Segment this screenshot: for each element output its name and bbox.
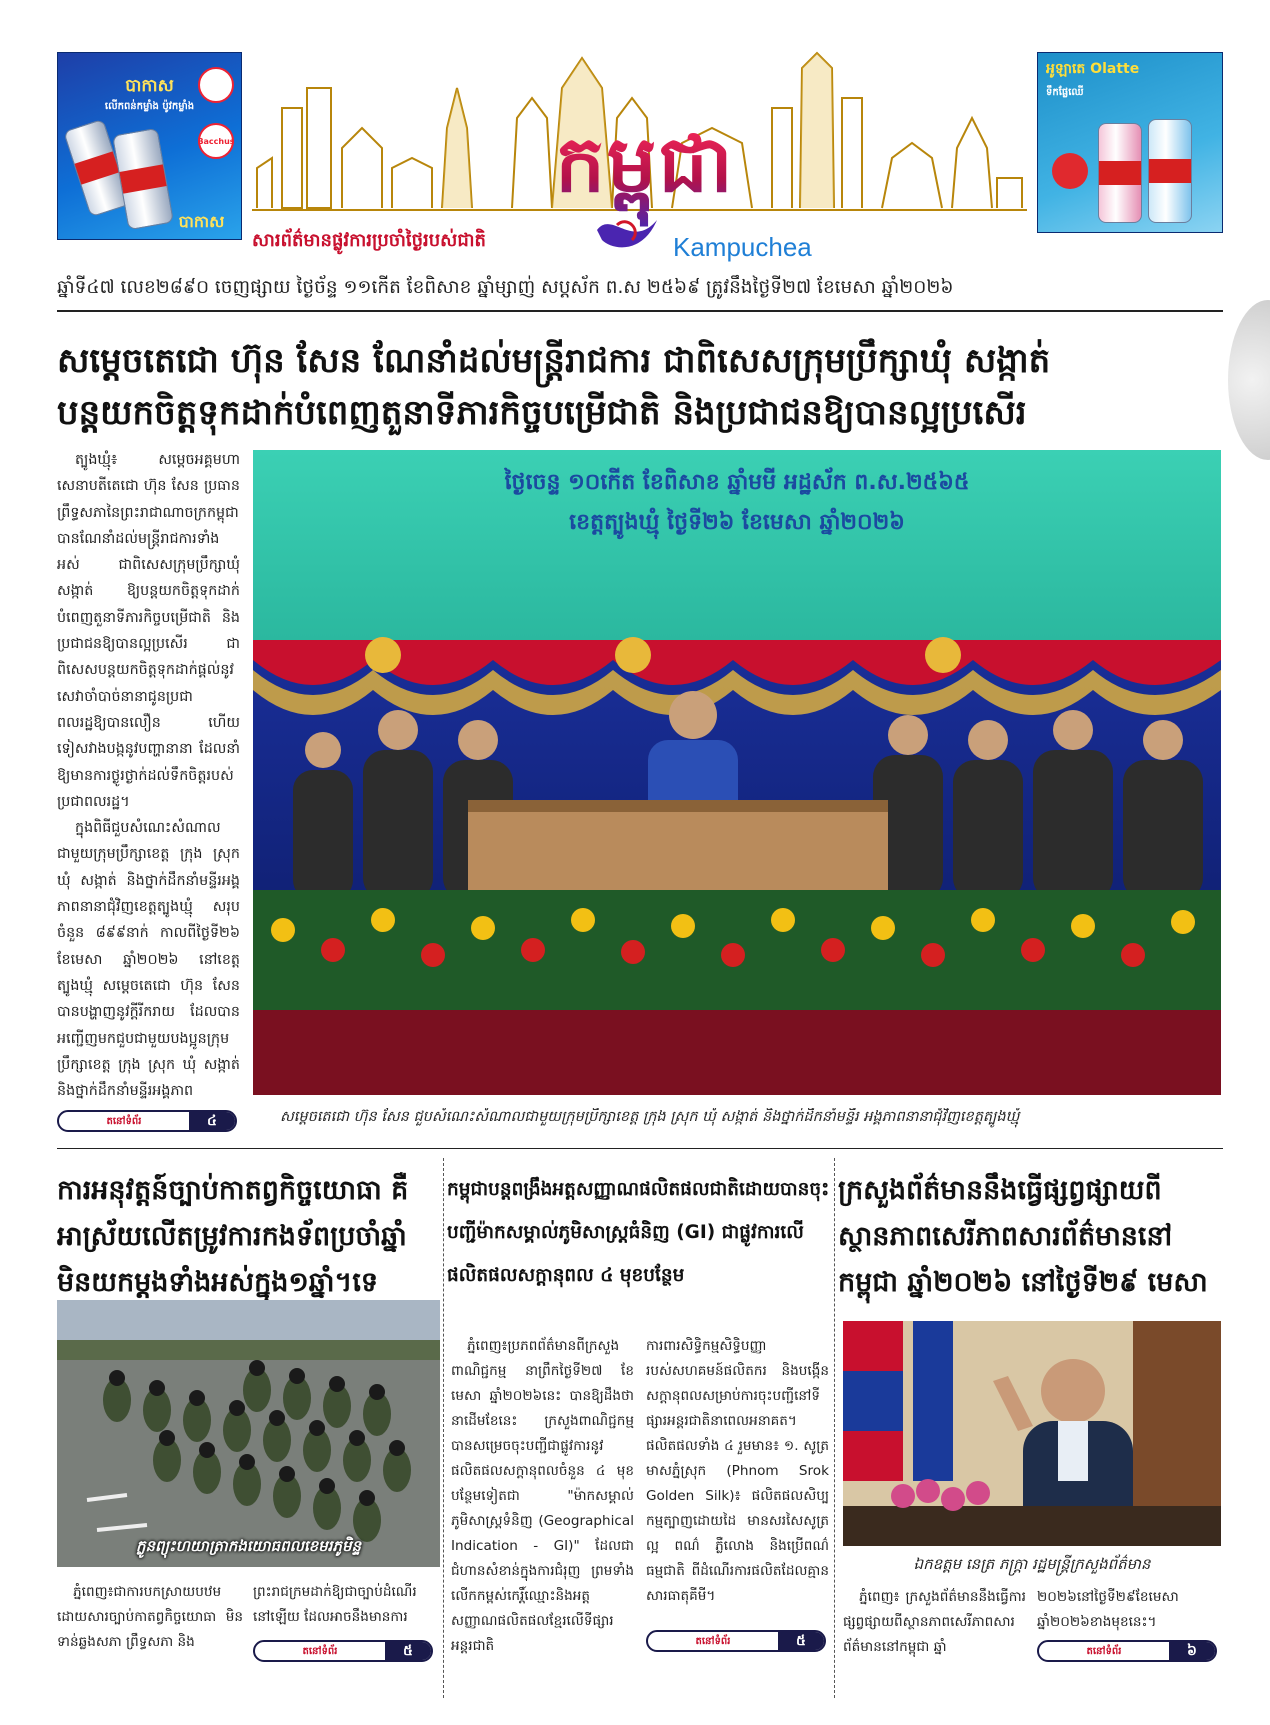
bottle-image [112,128,174,231]
continue-page-button[interactable] [253,1640,433,1662]
ad-subtitle: លើកពន់កម្លាំង ប៉ូវកម្លាំង [104,101,195,112]
brand-logo: Bacchus [198,123,234,159]
lead-paragraph: ត្បូងឃ្មុំ៖ សម្តេចអគ្គមហាសេនាបតីតេជោ ហ៊ុន សែន ប្រធានព្រឹទ្ធសភានៃព្រះរាជាណាចក្រកម្ពុជា បានណែនាំដល់មន្ត្រីរាជការទាំងអស់ ជាពិសេសក្រុមប្រឹក្សាឃុំ សង្កាត់ ឱ្យបន្តយកចិត្តទុកដាក់បំពេញតួនាទីភារកិច្ចបម្រើជាតិ និងប្រជាជនឱ្យបានល្អប្រសើរ ជាពិសេសបន្តយកចិត្តទុកដាក់ផ្តល់នូវសេវាចាំបាច់នានាជូនប្រជាពលរដ្ឋឱ្យបានលឿន ហើយ ទៀសវាងបង្កនូវបញ្ហានានា ដែលនាំឱ្យមានការថ្ងូរថ្ងាក់ដល់ទឹកចិត្តរបស់ប្រជាពលរដ្ឋ។ [57,452,240,810]
column-divider [443,1158,444,1698]
story-b-headline[interactable]: កម្ពុជាបន្តពង្រឹងអត្តសញ្ញាណផលិតផលជាតិដោយបានចុះបញ្ជីម៉ាកសម្គាល់ភូមិសាស្ត្រធំនិញ (GI) ជាផ្លូវការលើផលិតផលសក្តានុពល ៤ មុខបន្ថែម [447,1179,830,1286]
story-a-headline[interactable]: ការអនុវត្តន៍ច្បាប់កាតព្វកិច្ចយោធា គឺអាស្រ័យលើតម្រូវការកងទ័ពប្រចាំឆ្នាំ មិនយកម្តងទាំងអស់ក្នុង១ឆ្នាំ។ទេ [57,1175,409,1298]
continue-page-button[interactable] [1037,1640,1217,1662]
continue-label: តនៅទំព័រ [106,1115,142,1127]
ad-title: អូឡាតេ Olatte [1046,61,1140,77]
continue-page-number: ៥ [778,1632,824,1650]
continue-page-button[interactable] [57,1110,237,1132]
continue-page-number: ៤ [189,1112,235,1130]
story-a-body-right: ព្រះរាជក្រមដាក់ឱ្យជាច្បាប់ដំណើរនៅឡើយ ដែលអាចនឹងមានការ [253,1584,417,1625]
divider [57,310,1223,312]
continue-page-number: ៥ [385,1642,431,1660]
lead-headline [57,335,1223,439]
advertisement-right[interactable] [1037,52,1223,233]
divider [57,1148,1223,1149]
story-b-body-right: ការពារសិទ្ធិកម្មសិទ្ធិបញ្ញារបស់សហគមន៍ផលិតករ និងបង្កើនសក្តានុពលសម្រាប់ការចុះបញ្ជីនៅទីផ្សារអន្តរជាតិនាពេលអនាគត។ ផលិតផលទាំង ៤ រួមមាន៖ ១. សូត្រមាសភ្នំស្រុក (Phnom Srok Golden Silk)៖ ផលិតផលសិប្បកម្មត្បាញដោយដៃ មានសរសៃសូត្រល្អ ពណ៌ ភ្លឺលោង និងប្រើពណ៌ធម្មជាតិ ពីដំណើរការផលិតដែលគ្មានសារធាតុគីមី។ [646,1338,829,1604]
lead-headline-line-1: សម្តេចតេជោ ហ៊ុន សែន ណែនាំដល់មន្ត្រីរាជការ ជាពិសេសក្រុមប្រឹក្សាឃុំ សង្កាត់ [57,341,1051,381]
story-a-body-left: ភ្នំពេញ៖ជាការបកស្រាយបឋម ដោយសារច្បាប់កាតព្វកិច្ចយោធា មិនទាន់ឆ្លងសភា ព្រឹទ្ធសភា និង [57,1584,243,1650]
can-image [1098,123,1142,223]
column-divider [834,1158,835,1698]
continue-label: តនៅទំព័រ [302,1645,338,1657]
advertisement-left[interactable] [57,52,242,240]
lead-paragraph: ក្នុងពិធីជួបសំណេះសំណាលជាមួយក្រុមប្រឹក្សាខេត្ត ក្រុង ស្រុក ឃុំ សង្កាត់ និងថ្នាក់ដឹកនាំមន្ទីរអង្គភាពនានាជុំវិញខេត្តត្បូងឃ្មុំ សរុបចំនួន ៨៩៩នាក់ កាលពីថ្ងៃទី២៦ ខែមេសា ឆ្នាំ២០២៦ នៅខេត្តត្បូងឃ្មុំ សម្តេចតេជោ ហ៊ុន សែន បានបង្ហាញនូវក្តីរីករាយ ដែលបានអញ្ជើញមកជួបជាមួយបងប្អូនក្រុមប្រឹក្សាខេត្ត ក្រុង ស្រុក ឃុំ សង្កាត់ និងថ្នាក់ដឹកនាំមន្ទីរអង្គភាព [57,820,240,1100]
story-b-body-left: ភ្នំពេញ៖ប្រភពព័ត៌មានពីក្រសួងពាណិជ្ជកម្ម នាព្រឹកថ្ងៃទី២៧ ខែមេសា ឆ្នាំ២០២៦នេះ បានឱ្យដឹងថា នាដើមខែនេះ ក្រសួងពាណិជ្ជកម្ម បានសម្រេចចុះបញ្ជីជាផ្លូវការនូវផលិតផលសក្តានុពលចំនួន ៤ មុខបន្ថែមទៀតជា "ម៉ាកសម្គាល់ភូមិសាស្ត្រទំនិញ (Geographical Indication - GI)" ដែលជាជំហានសំខាន់ក្នុងការជំរុញ ព្រមទាំងលើកកម្ពស់កេរ្តិ៍ឈ្មោះនិងអត្តសញ្ញាណផលិតផលខ្មែរលើទីផ្សារអន្តរជាតិ [451,1338,634,1654]
brand-logo: កម្ពុជា [500,116,790,230]
continue-page-number: ៦ [1169,1642,1215,1660]
lead-article-text [57,447,240,1104]
continue-label: តនៅទំព័រ [1086,1645,1122,1657]
ad-title: បាកាស [125,76,174,96]
banner-line: ថ្ងៃចេន្ទ ១០កើត ខែពិសាខ ឆ្នាំមមី អដ្ឋស័ក ព.ស.២៥៦៥ [504,470,970,495]
soldiers-parade-illustration [57,1300,440,1567]
ad-brand: បាកាស [178,212,225,231]
masthead-brand-en: Kampuchea [673,232,812,262]
story-c-body-left: ភ្នំពេញ៖ ក្រសួងព័ត៌មាននឹងធ្វើការផ្សព្វផ្សាយពីស្ថានភាពសេរីភាពសារព័ត៌មាននៅកម្ពុជា ឆ្នាំ [843,1589,1026,1655]
story-a-photo-caption: ក្លូនព្យុះហយាត្រាកងយោធពលខេមរភូមិន្ទ [136,1537,361,1555]
lead-headline-line-2: បន្តយកចិត្តទុកដាក់បំពេញតួនាទីភារកិច្ចបម្រើជាតិ និងប្រជាជនឱ្យបានល្អប្រសើរ [57,393,1027,433]
story-c-body-right: ២០២៦នៅថ្ងៃទី២៩ខែមេសាឆ្នាំ២០២៦ខាងមុខនេះ។ [1037,1589,1179,1630]
continue-page-button[interactable] [646,1630,826,1652]
can-image [1148,119,1192,223]
story-a-photo[interactable] [57,1300,440,1567]
photo-caption: សម្តេចតេជោ ហ៊ុន សែន ជួបសំណេះសំណាលជាមួយក្រុមប្រឹក្សាខេត្ត ក្រុង ស្រុក ឃុំ សង្កាត់ និងថ្នាក់ដឹកនាំមន្ទីរ អង្គភាពនានាជុំវិញខេត្តត្បូងឃ្មុំ [280,1109,1020,1125]
masthead-tagline: សារព័ត៌មានផ្លូវការប្រចាំថ្ងៃរបស់ជាតិ [252,230,486,251]
banner-line: ខេត្តត្បូងឃ្មុំ ថ្ងៃទី២៦ ខែមេសា ឆ្នាំ២០២៦ [569,510,905,535]
lead-photo[interactable] [253,450,1221,1095]
minister-photo-illustration [843,1321,1221,1546]
fruit-icon [1052,153,1088,189]
brand-swirl-icon [592,210,662,256]
page-curl[interactable] [1228,300,1270,460]
story-c-photo-caption: ឯកឧត្តម នេត្រ ភក្ត្រា រដ្ឋមន្ត្រីក្រសួងព័ត៌មាន [913,1555,1151,1573]
meeting-photo-illustration [253,450,1221,1095]
brand-logo [198,67,234,103]
story-c-photo[interactable] [843,1321,1221,1546]
masthead [252,48,1027,263]
dateline: ឆ្នាំទី៤៧ លេខ២៨៩០ ចេញផ្សាយ ថ្ងៃច័ន្ទ ១១កើត ខែពិសាខ ឆ្នាំម្សាញ់ សប្តស័ក ព.ស ២៥៦៩ ត្រូវនឹងថ្ងៃទី២៧ ខែមេសា ឆ្នាំ២០២៦ [57,277,954,298]
ad-subtitle: ទឹកផ្លែឈើ [1046,87,1084,98]
story-c-headline[interactable]: ក្រសួងព័ត៌មាននឹងធ្វើផ្សព្វផ្សាយពីស្ថានភាពសេរីភាពសារព័ត៌មាននៅកម្ពុជា ឆ្នាំ២០២៦ នៅថ្ងៃទី២៩ មេសា [838,1175,1208,1298]
continue-label: តនៅទំព័រ [695,1635,731,1647]
